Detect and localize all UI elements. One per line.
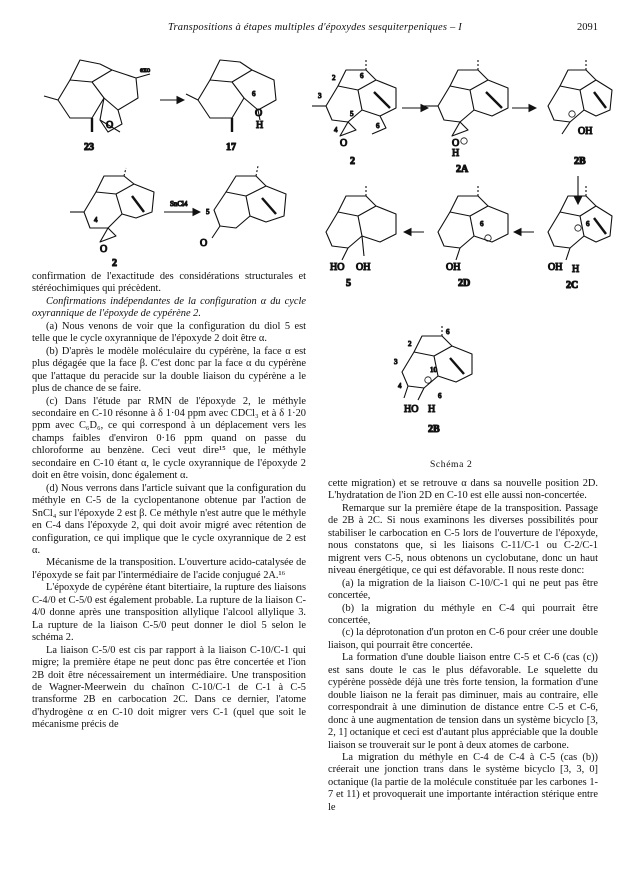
- oxygen-2-top: O: [340, 138, 348, 149]
- c4-label-2B: 4: [398, 382, 402, 390]
- section-heading: Confirmations indépendantes de la configuration α du cycle oxyrannique de l'époxyde de cypérène 2.: [32, 295, 306, 320]
- running-title: Transpositions à étapes multiples d'époxydes sesquiterpeniques – I: [168, 22, 462, 33]
- left-column: [32, 271, 306, 732]
- paragraph: cette migration) et se retrouve α dans sa nouvelle position 2D. L'hydratation de l'ion 2D en C-10 est elle aussi non-concertée.: [328, 478, 598, 502]
- compound-2-top-label: 2: [350, 156, 355, 167]
- compound-23-label: 23: [84, 142, 94, 153]
- paragraph: Remarque sur la première étape de la transposition. Passage de 2B à 2C. Si nous examinons les diverses possibilités pour stabiliser le carbocation en C-5 lors de l'ouverture de l'époxyde, nous constatons que, si les liaisons C-11/C-1 ou C-2/C-1 migrent vers C-5, nous obtenons un cyclobutane, donc un haut niveau énergétique, ce qui est défavorable. Il nous reste donc:: [328, 502, 598, 577]
- page-number: 2091: [577, 22, 598, 33]
- c2-label-2top: 2: [332, 74, 336, 82]
- paragraph: La liaison C-5/0 est cis par rapport à la liaison C-10/C-1 qui migre; la première étape ne peut donc pas être concertée et l'ion 2B doit être nécessairement un intermédiaire. Une transposition de Wagner-Meerwein du chaînon C-10/C-1 de C-1 à C-5 transforme 2B en carbocation 2C. Dans ce dernier, l'atome d'hydrogène α en C-10 doit migrer vers C-1 (quel que soit le mécanisme précis de: [32, 644, 306, 731]
- c3-label-2top: 3: [318, 92, 322, 100]
- hydrogen-2A: H: [452, 148, 460, 159]
- right-column: [328, 478, 598, 814]
- c10-label-17: 6: [252, 90, 256, 98]
- c10-label-2D: 6: [480, 220, 484, 228]
- oh-2D: OH: [446, 262, 461, 273]
- ho-2B: HO: [404, 404, 419, 415]
- hydrogen-2B: H: [428, 404, 436, 415]
- paragraph: (a) la migration de la liaison C-10/C-1 qui ne peut pas être concertée,: [328, 577, 598, 602]
- c2-label-2B: 2: [408, 340, 412, 348]
- paragraph: La migration du méthyle en C-4 de C-4 à C-5 (cas (b)) créerait une jonction trans dans le système bicyclo [3, 3, 0] octanique (la partie de la molécule constituée par les carbones 1-7 et 11) et provoquerait une importante intéraction stérique entre le: [328, 751, 598, 813]
- c5-label-ketone: 5: [206, 208, 210, 216]
- c5-label-2top: 5: [350, 110, 354, 118]
- structure-2A: [424, 60, 508, 136]
- paragraph: (a) Nous venons de voir que la configuration du diol 5 est telle que le cycle oxyrannique de l'époxyde 2 doit être α.: [32, 320, 306, 345]
- oh-2C: OH: [548, 262, 563, 273]
- oxygen-17: O: [255, 108, 263, 119]
- compound-2B-bottom-label: 2B: [428, 424, 440, 435]
- structure-2-top: [312, 60, 396, 136]
- c4-label-2top: 4: [334, 126, 338, 134]
- compound-17-label: 17: [226, 142, 236, 153]
- structure-cyclopentanone: [212, 166, 286, 238]
- structure-2-left: [70, 168, 154, 242]
- exo-label: exo: [140, 66, 151, 74]
- paragraph: (d) Nous verrons dans l'article suivant que la configuration du méthyle en C-5 de la cyclopentanone obtenue par l'action de SnCl₄ sur l'époxyde 2 est β. Ce méthyle n'est autre que le méthyle en C-4 dans l'époxyde 2, qui doit avoir migré avec rétention de configuration, ce qui implique que le cycle oxyrannique de 2 est α.: [32, 482, 306, 556]
- hydrogen-17: H: [256, 120, 264, 131]
- c11-label-2B: 10: [430, 366, 437, 374]
- c10-label-2B: 6: [446, 328, 450, 336]
- scheme-caption: Schéma 2: [430, 459, 473, 470]
- paragraph: (b) la migration du méthyle en C-4 qui pourrait être concertée,: [328, 602, 598, 626]
- oh-5: OH: [356, 262, 371, 273]
- c3-label-2B: 3: [394, 358, 398, 366]
- compound-5-label: 5: [346, 278, 351, 289]
- oh-2B-top: OH: [578, 126, 593, 137]
- hydrogen-2C: H: [572, 264, 580, 275]
- oxygen-23: O: [106, 120, 114, 131]
- paragraph: (c) la déprotonation d'un proton en C-6 pour créer une double liaison, qui pourrait être concertée.: [328, 627, 598, 651]
- paragraph: Mécanisme de la transposition. L'ouverture acido-catalysée de l'époxyde se fait par l'intermédiaire de l'acide conjugué 2A.¹⁶: [32, 557, 306, 581]
- c10-label-2top: 6: [360, 72, 364, 80]
- structure-2D: [438, 186, 508, 260]
- paragraph: (c) Dans l'étude par RMN de l'époxyde 2, le méthyle secondaire en C-10 résonne à δ 1·04 ppm avec CDCl₃ et à δ 1·20 ppm avec C₆D₆, ce qui correspond à un déplacement vers les champs faibles d'environ 0·16 ppm quand on passe du chloroforme au benzène. Ceci veut dire¹⁵ que, le méthyle secondaire en C-10 étant α, le cycle oxyrannique de l'époxyde 2 doit en être voisin, donc également α.: [32, 395, 306, 482]
- structure-2B-numbered: [402, 326, 472, 400]
- c10-label-2C: 6: [586, 220, 590, 228]
- paragraph: L'époxyde de cypérène étant bitertiaire, la rupture des liaisons C-4/0 et C-5/0 est également probable. La rupture de la liaison C-4/0 donne après une transposition allylique l'alcool allylique 3. La rupture de la liaison C-5/0 peut donner le diol 5 selon le schéma 2.: [32, 582, 306, 644]
- c4-label-2: 4: [94, 216, 98, 224]
- oxygen-2-left: O: [100, 244, 108, 255]
- compound-2D-label: 2D: [458, 278, 471, 289]
- c6-label-2top: 6: [376, 122, 380, 130]
- compound-2-left-label: 2: [112, 258, 117, 269]
- compound-2C-label: 2C: [566, 280, 579, 291]
- structure-2C: [548, 186, 612, 260]
- oxygen-ketone: O: [200, 238, 208, 249]
- reagent-sncl4: SnCl4: [170, 200, 188, 208]
- structure-23: [44, 60, 150, 132]
- oxygen-2A: O: [452, 138, 460, 149]
- c6-label-2B: 6: [438, 392, 442, 400]
- compound-2A-label: 2A: [456, 164, 469, 175]
- ho-5: HO: [330, 262, 345, 273]
- structure-2B-top: [548, 60, 612, 134]
- structure-5: [326, 186, 396, 260]
- paragraph: (b) D'après le modèle moléculaire du cypérène, la face α est plus dégagée que la face β. C'est donc par la face α du cypérène que l'attaque du peracide sur la double liaison du cypérène a le plus de chance de se faire.: [32, 345, 306, 395]
- paragraph: La formation d'une double liaison entre C-5 et C-6 (cas (c)) est sans doute le cas le plus défavorable. Le squelette du cypérène possède déjà une très forte tension, la formation d'une double liaison ne la ferait pas diminuer, mais au contraire, elle correspondrait à une diminution de distance entre C-5 et C-6, donc à une augmentation de tension dans un système bicyclo [3, 2, 1] octanique et ceci est d'autant plus appréciable que la double liaison se trouverait sur le pont à deux atomes de carbone.: [328, 652, 598, 751]
- paragraph: confirmation de l'exactitude des considérations structurales et stéréochimiques qui précèdent.: [32, 271, 306, 295]
- compound-2B-top-label: 2B: [574, 156, 586, 167]
